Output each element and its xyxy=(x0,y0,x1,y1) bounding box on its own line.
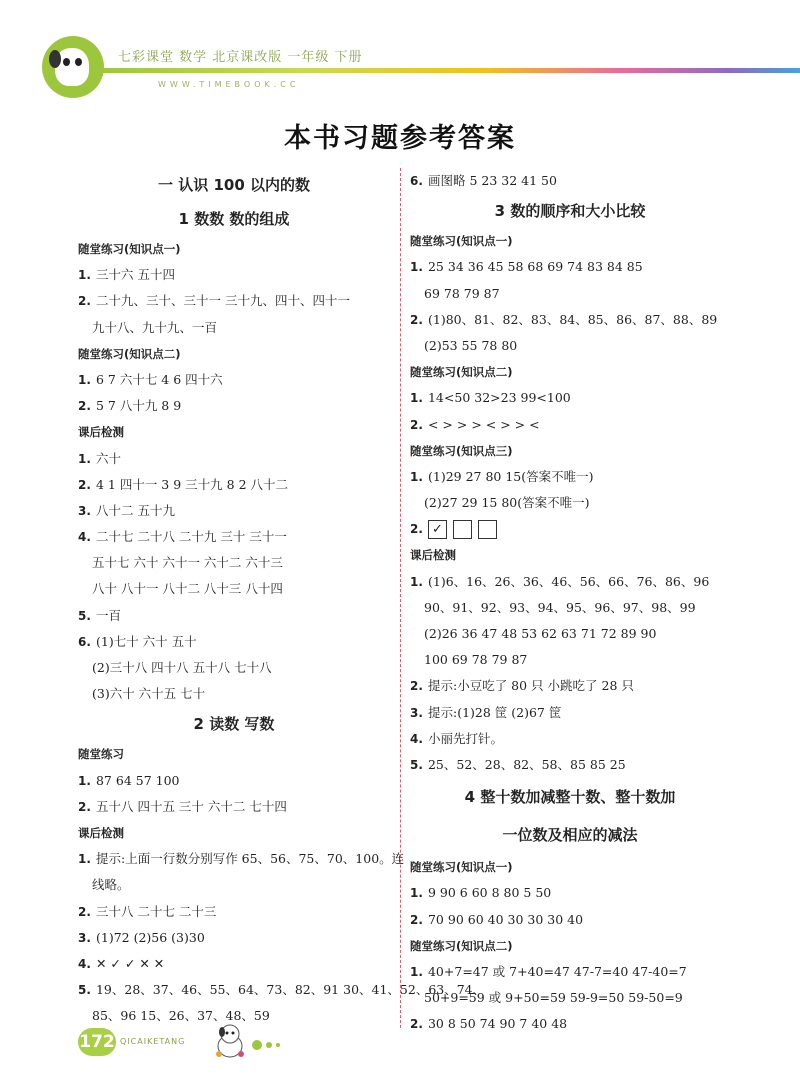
footer-dots xyxy=(252,1034,284,1053)
answer-line: 4. ✕ ✓ ✓ ✕ ✕ xyxy=(78,955,165,971)
section-title: 1 数数 数的组成 xyxy=(178,210,290,228)
dog-mascot-icon xyxy=(210,1020,250,1060)
practice-heading: 随堂练习(知识点一) xyxy=(78,242,181,256)
series-title: 七彩课堂 数学 北京课改版 一年级 下册 xyxy=(118,50,363,65)
answer-line: 1. 6 7 六十七 4 6 四十六 xyxy=(78,371,223,387)
answer-line: 线略。 xyxy=(92,877,130,893)
answer-line: 6. (1)七十 六十 五十 xyxy=(78,633,197,649)
answer-line: 5. 25、52、28、82、58、85 85 25 xyxy=(410,756,626,772)
answer-line: 5. 一百 xyxy=(78,607,121,623)
test-heading: 课后检测 xyxy=(410,548,456,563)
answer-line: 2. ✓ xyxy=(410,516,730,542)
answer-line: (2)27 29 15 80(答案不唯一) xyxy=(424,495,590,511)
empty-box-icon xyxy=(478,520,497,539)
answer-line: 4. 小丽先打针。 xyxy=(410,730,503,746)
answer-line: 1. 14<50 32>23 99<100 xyxy=(410,390,571,406)
answer-line: 2. 三十八 二十七 二十三 xyxy=(78,903,217,919)
test-heading: 课后检测 xyxy=(78,425,124,440)
answer-line: 2. (1)80、81、82、83、84、85、86、87、88、89 xyxy=(410,311,718,327)
answer-line: 1. 六十 xyxy=(78,450,121,466)
answer-line: 90、91、92、93、94、95、96、97、98、99 xyxy=(424,599,696,615)
answer-line: 八十 八十一 八十二 八十三 八十四 xyxy=(92,581,283,597)
right-column xyxy=(410,168,730,1037)
answer-line: 85、96 15、26、37、48、59 xyxy=(92,1008,270,1024)
answer-line: 1. (1)29 27 80 15(答案不唯一) xyxy=(410,468,594,484)
answer-line: 2. 30 8 50 74 90 7 40 48 xyxy=(410,1016,568,1032)
practice-heading: 随堂练习(知识点二) xyxy=(410,938,513,953)
practice-heading: 随堂练习(知识点三) xyxy=(410,443,513,458)
answer-line: 3. 提示:(1)28 筐 (2)67 筐 xyxy=(410,704,562,720)
answer-line: 100 69 78 79 87 xyxy=(424,652,528,668)
answer-line: 2. 70 90 60 40 30 30 30 40 xyxy=(410,911,584,927)
practice-heading: 随堂练习 xyxy=(78,747,124,762)
page-number: 172 xyxy=(78,1028,116,1056)
checked-box-icon: ✓ xyxy=(428,520,447,539)
answer-line: 2. 5 7 八十九 8 9 xyxy=(78,398,182,414)
answer-line: 1. 40+7=47 或 7+40=47 47-7=40 47-40=7 xyxy=(410,963,687,979)
empty-box-icon xyxy=(453,520,472,539)
unit-title: 一 认识 100 以内的数 xyxy=(158,176,310,194)
answer-line: 69 78 79 87 xyxy=(424,285,500,301)
answer-line: 2. 五十八 四十五 三十 六十二 七十四 xyxy=(78,798,287,814)
section-title: 3 数的顺序和大小比较 xyxy=(494,202,646,221)
answer-line: 2. 提示:小豆吃了 80 只 小跳吃了 28 只 xyxy=(410,678,634,694)
answer-line: 2. 二十九、三十、三十一 三十九、四十、四十一 xyxy=(78,293,350,309)
answer-line: 1. 9 90 6 60 8 80 5 50 xyxy=(410,885,552,901)
section-title-cont: 一位数及相应的减法 xyxy=(502,826,638,845)
page-title: 本书习题参考答案 xyxy=(284,123,516,154)
series-website: WWW.TIMEBOOK.CC xyxy=(158,80,300,89)
practice-heading: 随堂练习(知识点一) xyxy=(410,234,513,249)
answer-line: (3)六十 六十五 七十 xyxy=(92,686,206,702)
answer-line: 2. 4 1 四十一 3 9 三十九 8 2 八十二 xyxy=(78,476,288,492)
answer-line: 五十七 六十 六十一 六十二 六十三 xyxy=(92,555,283,571)
practice-heading: 随堂练习(知识点一) xyxy=(410,860,513,875)
section-title: 2 读数 写数 xyxy=(193,715,275,734)
section-title: 4 整十数加减整十数、整十数加 xyxy=(464,788,676,807)
dog-mascot-icon xyxy=(55,48,89,86)
practice-heading: 随堂练习(知识点二) xyxy=(78,346,181,361)
test-heading: 课后检测 xyxy=(78,825,124,840)
answer-line: (2)53 55 78 80 xyxy=(424,337,518,353)
answer-line: 1. 25 34 36 45 58 68 69 74 83 84 85 xyxy=(410,259,643,275)
answer-line: 2. < > > > < > > < xyxy=(410,416,540,432)
series-logo xyxy=(42,36,104,98)
answer-line: 4. 二十七 二十八 二十九 三十 三十一 xyxy=(78,529,287,545)
answer-line: (2)26 36 47 48 53 62 63 71 72 89 90 xyxy=(424,626,657,641)
header-rule xyxy=(92,68,800,73)
answer-line: 1. 三十六 五十四 xyxy=(78,267,175,283)
answer-line: 5. 19、28、37、46、55、64、73、82、91 30、41、52、63、74、 xyxy=(78,982,486,998)
answer-line: 3. (1)72 (2)56 (3)30 xyxy=(78,929,205,945)
answer-line: 50+9=59 或 9+50=59 59-9=50 59-50=9 xyxy=(424,990,683,1006)
practice-heading: 随堂练习(知识点二) xyxy=(410,365,513,380)
answer-line: 3. 八十二 五十九 xyxy=(78,502,175,518)
answer-line: 6. 画图略 5 23 32 41 50 xyxy=(410,173,557,188)
answer-line: 1. (1)6、16、26、36、46、56、66、76、86、96 xyxy=(410,573,710,589)
answer-line: 1. 提示:上面一行数分别写作 65、56、75、70、100。连 xyxy=(78,851,405,867)
answer-line: 1. 87 64 57 100 xyxy=(78,772,180,788)
answer-line: 九十八、九十九、一百 xyxy=(92,319,218,335)
column-divider xyxy=(400,168,401,1028)
answer-line: (2)三十八 四十八 五十八 七十八 xyxy=(92,660,272,675)
footer-brand: QICAIKETANG xyxy=(120,1037,186,1046)
